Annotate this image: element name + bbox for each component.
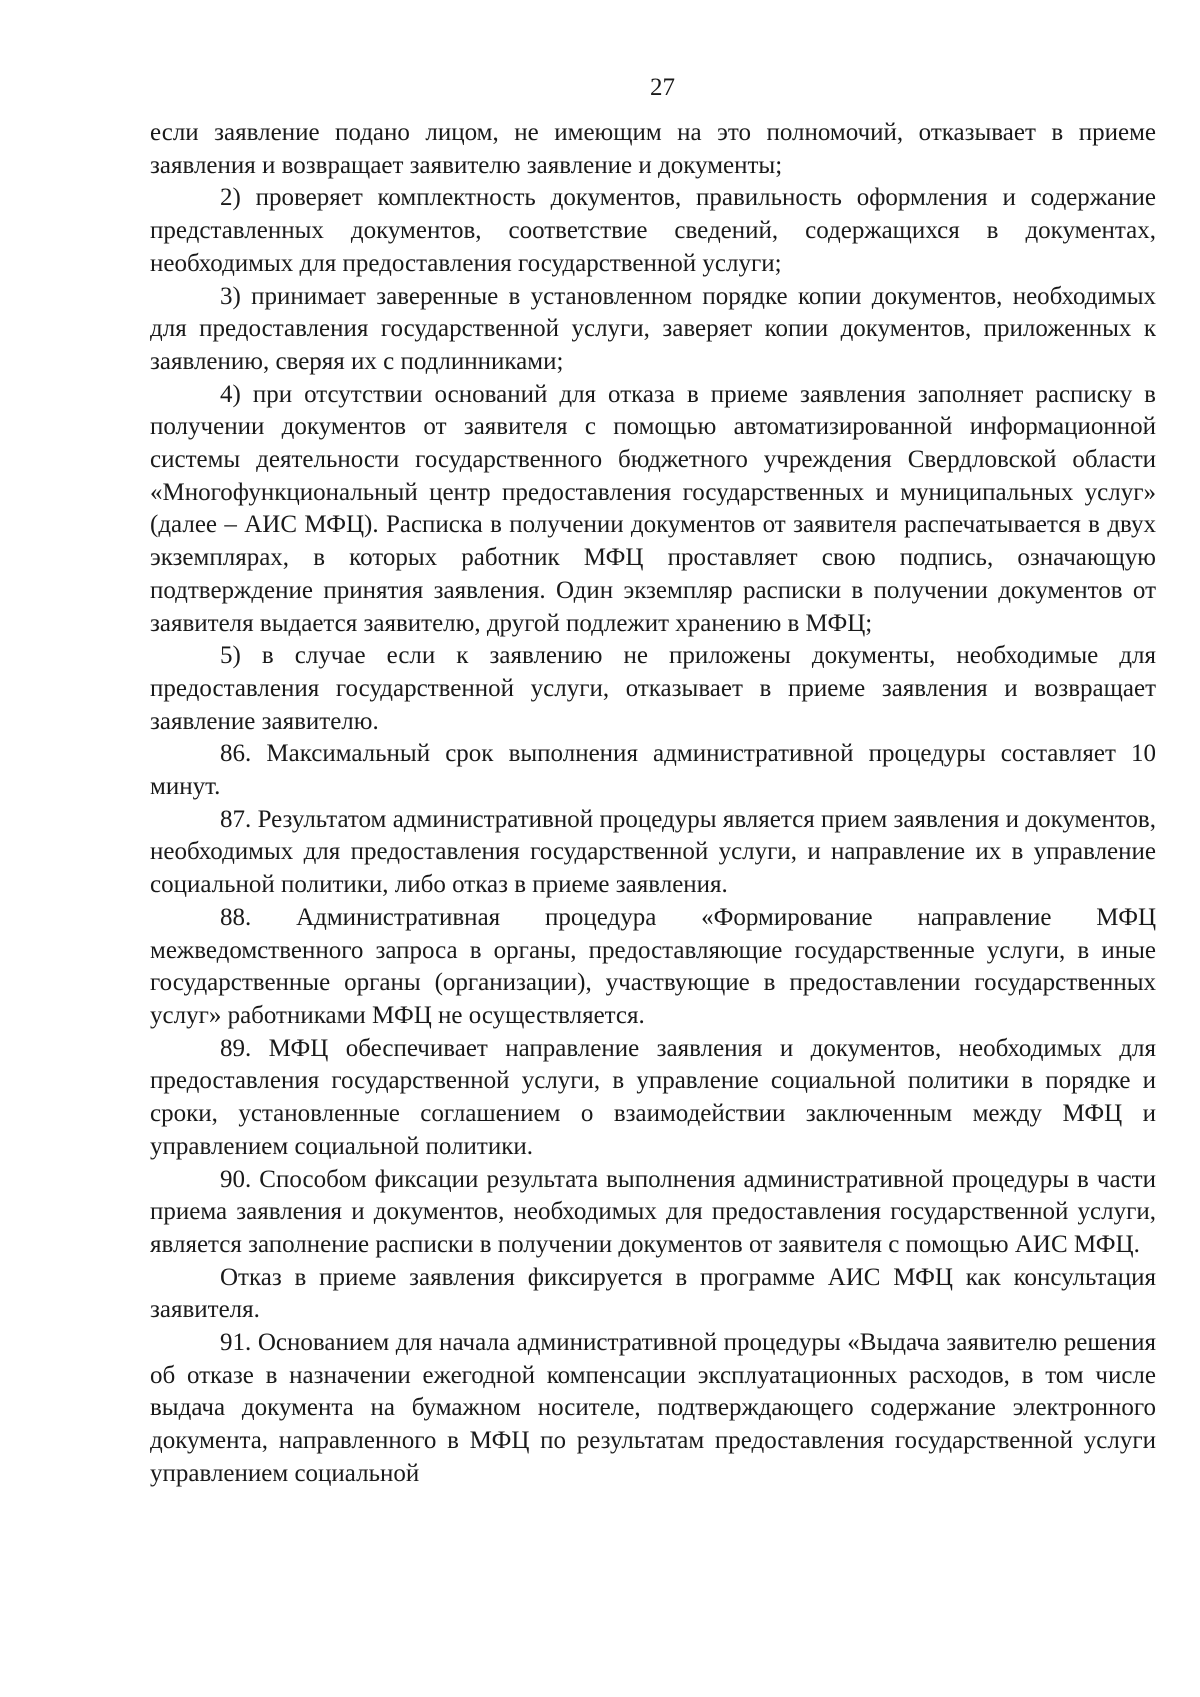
paragraph-90: 90. Способом фиксации результата выполнения административной процедуры в части приема заявления и документов, необходимых для предоставления государственной услуги, является заполнение расписки в получении документов от заявителя с помощью АИС МФЦ.: [150, 1165, 1156, 1258]
paragraph-refusal-note: Отказ в приеме заявления фиксируется в программе АИС МФЦ как консультация заявителя.: [150, 1263, 1156, 1324]
document-body: [150, 117, 1156, 1491]
paragraph-89: 89. МФЦ обеспечивает направление заявления и документов, необходимых для предоставления государственной услуги, в управление социальной политики в порядке и сроки, установленные соглашением о взаимодействии заключенным между МФЦ и управлением социальной политики.: [150, 1034, 1156, 1160]
paragraph-86: 86. Максимальный срок выполнения административной процедуры составляет 10 минут.: [150, 740, 1156, 801]
paragraph-87: 87. Результатом административной процедуры является прием заявления и документов, необходимых для предоставления государственной услуги, и направление их в управление социальной политики, либо отказ в приеме заявления.: [150, 805, 1156, 899]
paragraph-item-2: 2) проверяет комплектность документов, правильность оформления и содержание представленных документов, соответствие сведений, содержащихся в документах, необходимых для предоставления государственной услуги;: [150, 184, 1156, 277]
page-number: 27: [650, 74, 675, 101]
paragraph-88: 88. Административная процедура «Формирование направление МФЦ межведомственного запроса в органы, предоставляющие государственные услуги, в иные государственные органы (организации), участвующие в предоставлении государственных услуг» работниками МФЦ не осуществляется.: [150, 903, 1156, 1029]
paragraph-item-4: 4) при отсутствии оснований для отказа в приеме заявления заполняет расписку в получении документов от заявителя с помощью автоматизированной информационной системы деятельности государственного бюджетного учреждения Свердловской области «Многофункциональный центр предоставления государственных и муниципальных услуг» (далее – АИС МФЦ). Расписка в получении документов от заявителя распечатывается в двух экземплярах, в которых работник МФЦ проставляет свою подпись, означающую подтверждение принятия заявления. Один экземпляр расписки в получении документов от заявителя выдается заявителю, другой подлежит хранению в МФЦ;: [150, 380, 1156, 637]
paragraph-item-3: 3) принимает заверенные в установленном порядке копии документов, необходимых для предоставления государственной услуги, заверяет копии документов, приложенных к заявлению, сверяя их с подлинниками;: [150, 282, 1156, 375]
paragraph-item-5: 5) в случае если к заявлению не приложены документы, необходимые для предоставления государственной услуги, отказывает в приеме заявления и возвращает заявление заявителю.: [150, 642, 1156, 735]
paragraph-continuation: если заявление подано лицом, не имеющим на это полномочий, отказывает в приеме заявления и возвращает заявителю заявление и документы;: [150, 119, 1156, 179]
paragraph-91: 91. Основанием для начала административной процедуры «Выдача заявителю решения об отказе в назначении ежегодной компенсации эксплуатационных расходов, в том числе выдача документа на бумажном носителе, подтверждающего содержание электронного документа, направленного в МФЦ по результатам предоставления государственной услуги управлением социальной: [150, 1329, 1156, 1487]
